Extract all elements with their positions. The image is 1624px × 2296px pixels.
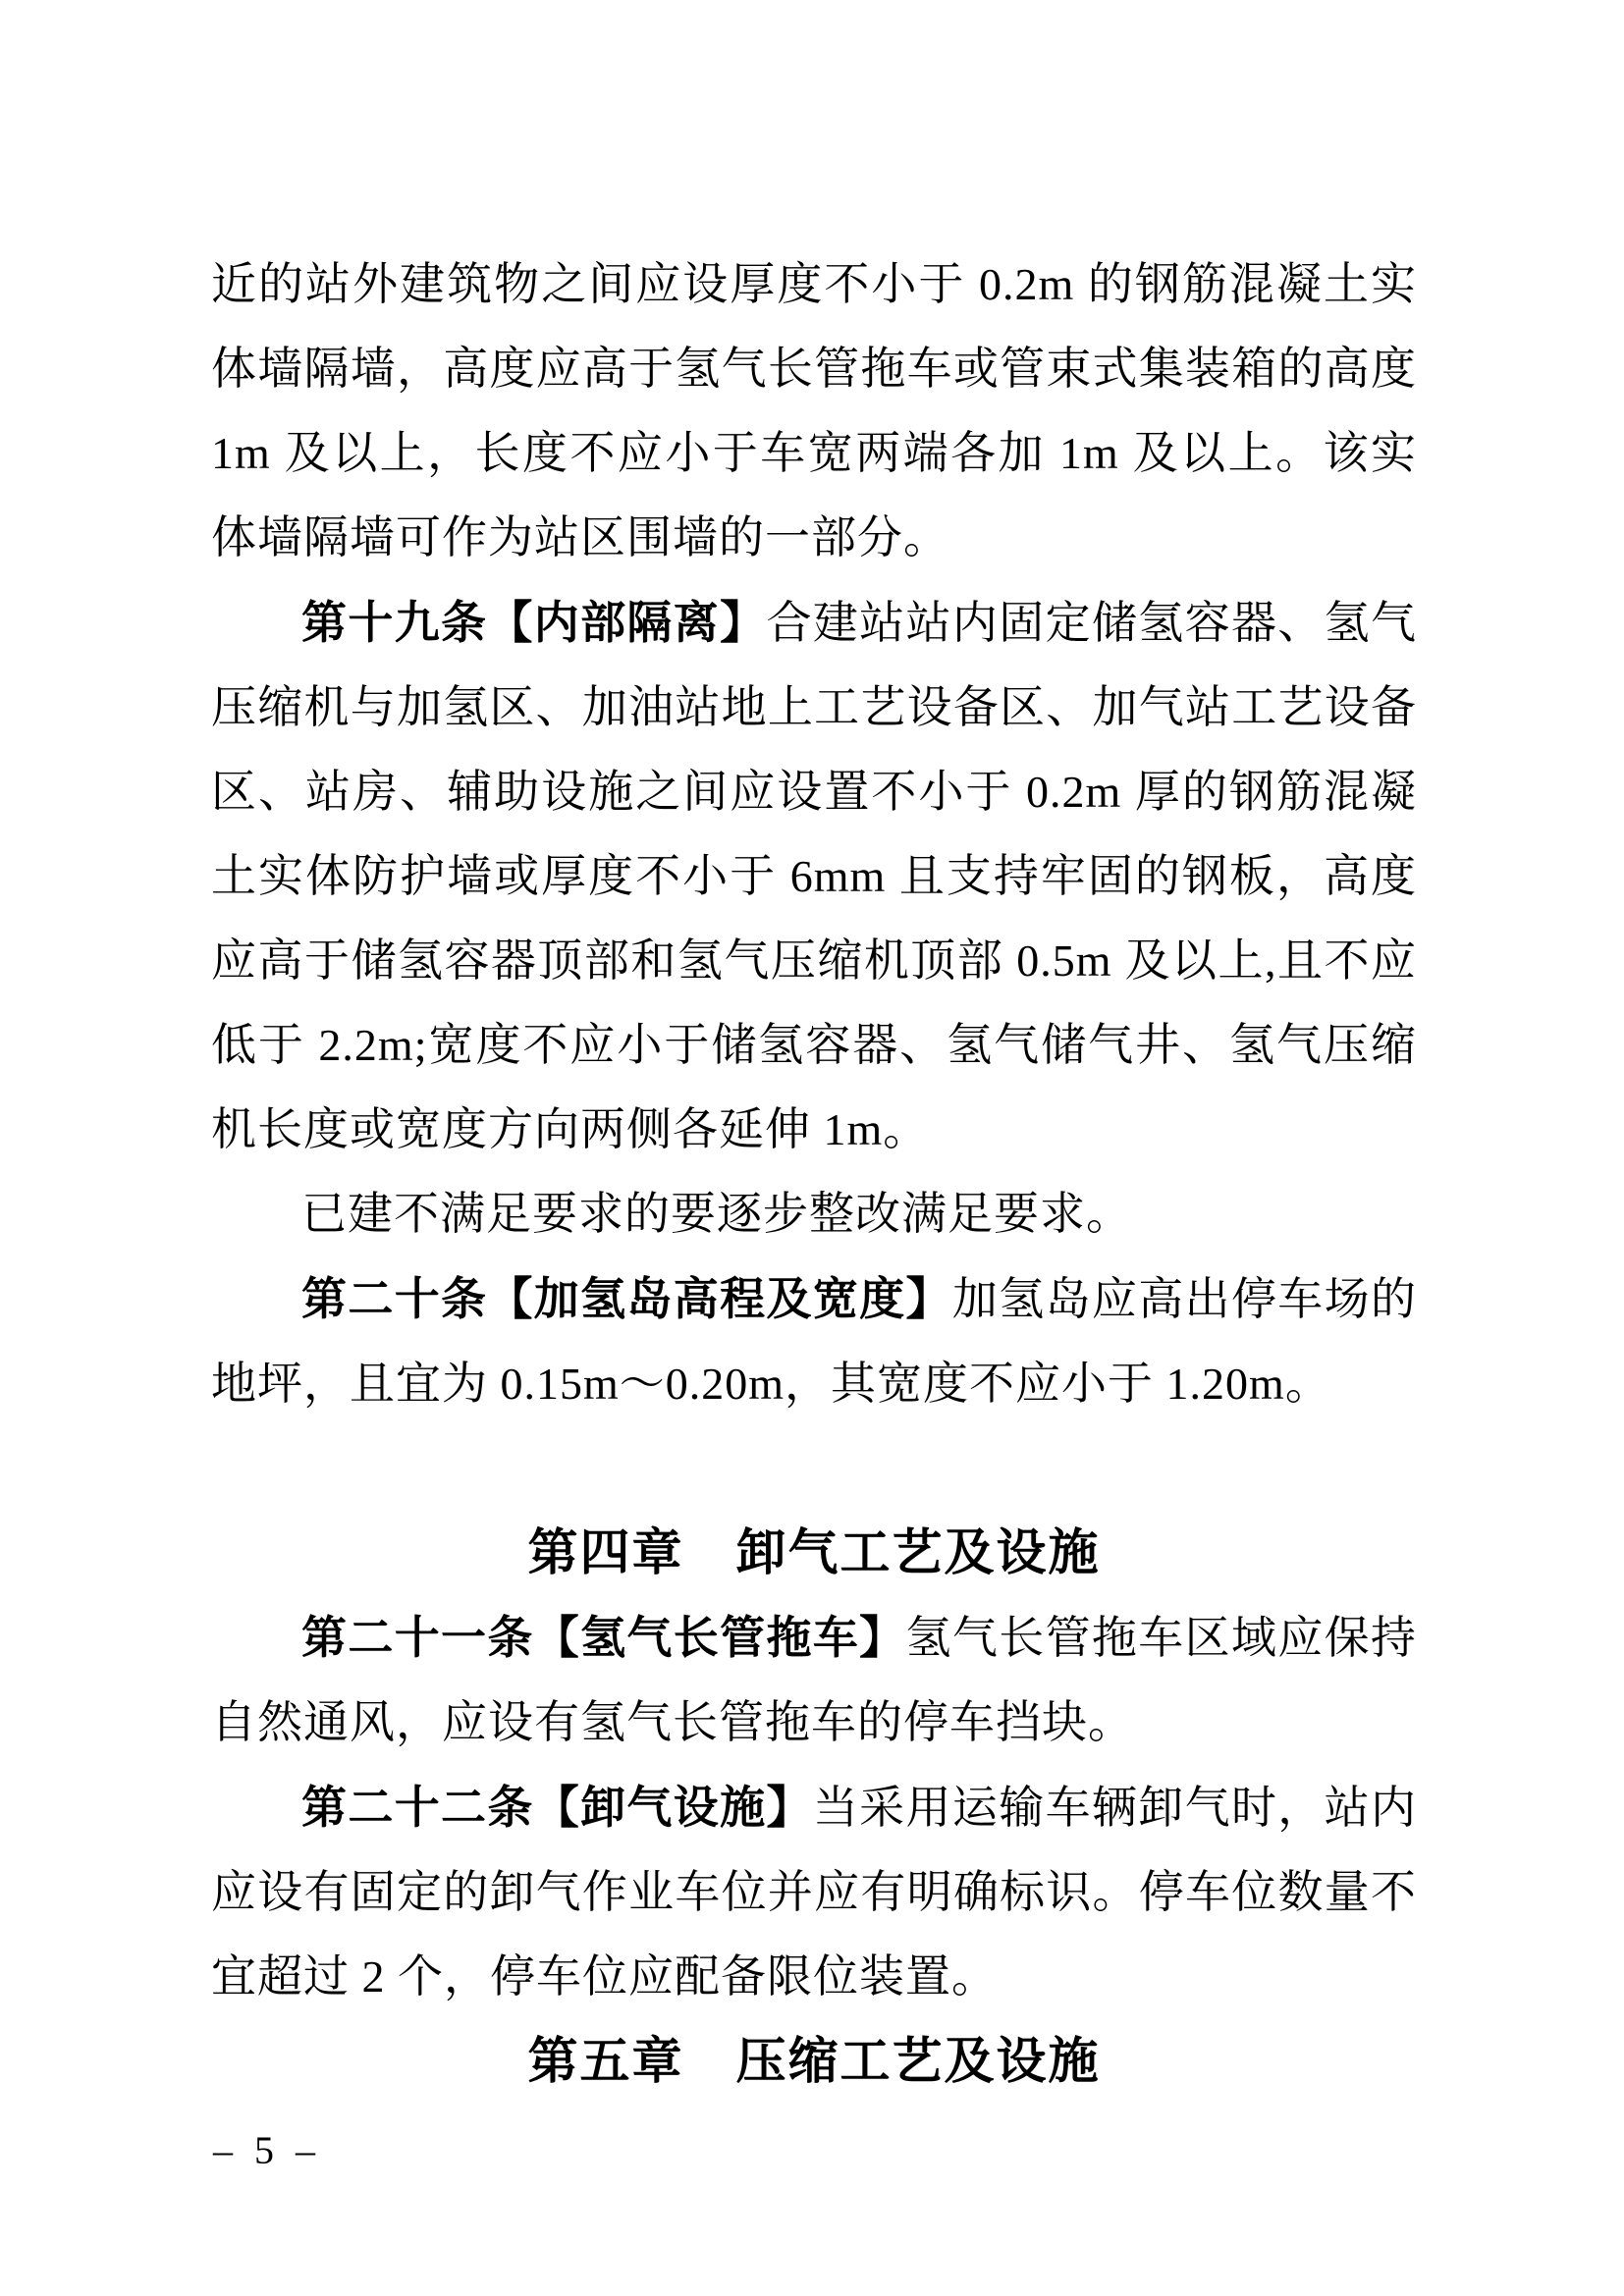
article-21-body: 氢气长管拖车区域应保持自然通风，应设有氢气长管拖车的停车挡块。 [211,1613,1418,1747]
paragraph-continuation-text: 近的站外建筑物之间应设厚度不小于 0.2m 的钢筋混凝土实体墙隔墙，高度应高于氢气长管拖车或管束式集装箱的高度 1m 及以上，长度不应小于车宽两端各加 1m 及以上。该实体墙隔墙可作为站区围墙的一部分。 [211,259,1417,562]
chapter-4-title: 第四章 卸气工艺及设施 [527,1524,1101,1580]
article-19-paragraph [211,580,1417,1172]
paragraph-retrofit-text: 已建不满足要求的要逐步整改满足要求。 [301,1189,1132,1239]
page-body [211,242,1417,2104]
paragraph-continuation [211,242,1417,580]
page-number: – 5 – [213,2128,321,2172]
article-22-paragraph [211,1765,1417,2019]
article-22-body: 当采用运输车辆卸气时，站内应设有固定的卸气作业车位并应有明确标识。停车位数量不宜超过 2 个，停车位应配备限位装置。 [211,1783,1418,2002]
article-20-title: 第二十条【加氢岛高程及宽度】 [301,1273,952,1324]
chapter-5-heading [211,2019,1417,2104]
article-21-paragraph [211,1595,1417,1765]
chapter-5-title: 第五章 压缩工艺及设施 [527,2033,1101,2089]
article-19-title: 第十九条【内部隔离】 [301,597,767,648]
article-21-title: 第二十一条【氢气长管拖车】 [301,1612,906,1663]
article-19-body: 合建站站内固定储氢容器、氢气压缩机与加氢区、加油站地上工艺设备区、加气站工艺设备区、站房、辅助设施之间应设置不小于 0.2m 厚的钢筋混凝土实体防护墙或厚度不小于 6mm 且支持牢固的钢板，高度应高于储氢容器顶部和氢气压缩机顶部 0.5m 及以上,且不应低于 2.2m;宽度不应小于储氢容器、氢气储气井、氢气压缩机长度或宽度方向两侧各延伸 1m。 [211,598,1418,1154]
article-22-title: 第二十二条【卸气设施】 [301,1782,813,1833]
paragraph-retrofit [211,1172,1417,1256]
article-20-body: 加氢岛应高出停车场的地坪，且宜为 0.15m～0.20m，其宽度不应小于 1.20m。 [211,1274,1418,1409]
chapter-4-heading [211,1511,1417,1595]
article-20-paragraph [211,1256,1417,1426]
